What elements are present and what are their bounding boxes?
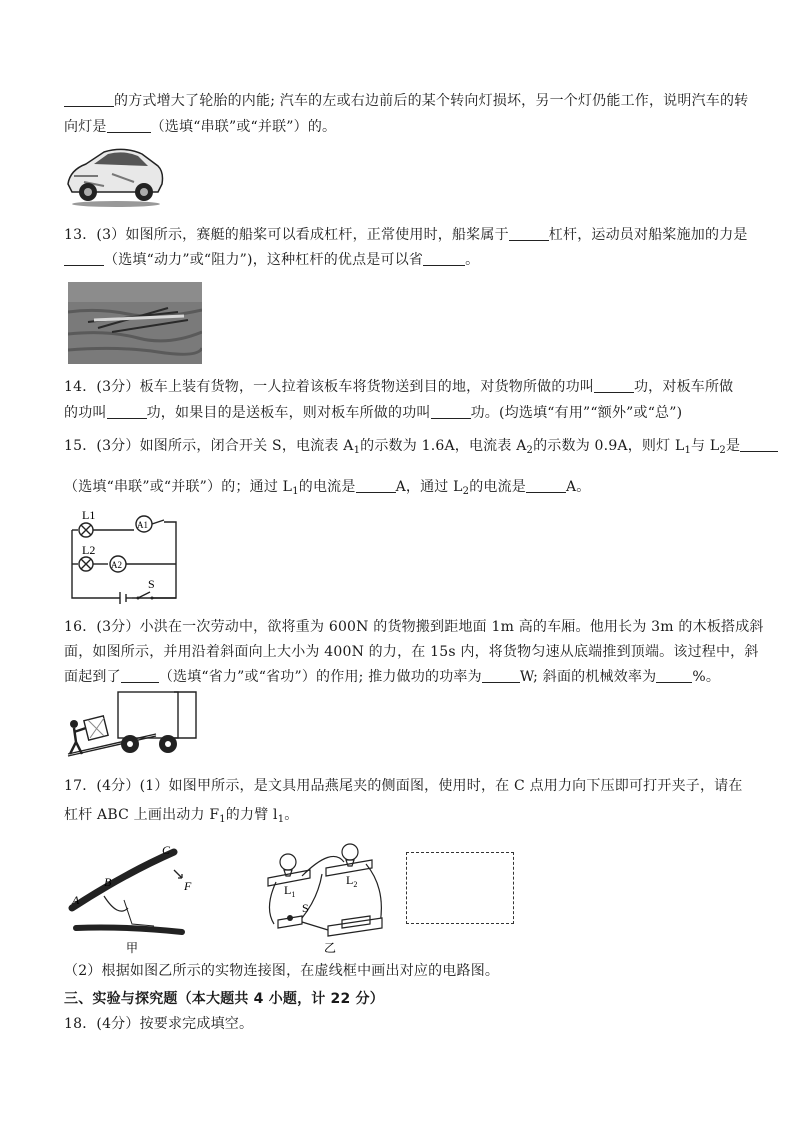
parallel-circuit-diagram bbox=[64, 510, 184, 606]
point-b-label: B bbox=[104, 875, 112, 889]
rowing-photo bbox=[68, 282, 202, 364]
lamp-l1-label: L1 bbox=[82, 510, 96, 522]
force-f1-label: F bbox=[184, 879, 192, 893]
real-circuit-figure bbox=[262, 838, 392, 958]
ammeter-a1-label: A1 bbox=[137, 520, 148, 530]
figure-jia-caption: 甲 bbox=[126, 941, 139, 955]
answer-blank[interactable] bbox=[423, 251, 465, 266]
answer-blank[interactable] bbox=[64, 92, 114, 107]
q12-line-2: 向灯是 （选填“串联”或“并联”）的。 bbox=[64, 119, 337, 135]
answer-blank[interactable] bbox=[740, 437, 778, 452]
ramp-truck-sketch bbox=[64, 688, 198, 760]
ammeter-a2-label: A2 bbox=[111, 560, 122, 570]
lamp-l1-label: $L_1$ bbox=[284, 883, 296, 899]
car-photo bbox=[64, 140, 166, 208]
q14-line-1: 14．(3分）板车上装有货物，一人拉着该板车将货物送到目的地，对货物所做的功叫 功，对板车所做 bbox=[64, 379, 734, 395]
q17-line-1: 17．(4分）(1）如图甲所示，是文具用品燕尾夹的侧面图，使用时，在 C 点用力向下压即可打开夹子，请在 bbox=[64, 778, 743, 794]
answer-blank[interactable] bbox=[64, 251, 104, 266]
answer-blank[interactable] bbox=[509, 226, 549, 241]
section-3-heading: 三、实验与探究题（本大题共 4 小题，计 22 分） bbox=[64, 991, 384, 1007]
switch-s-label: S bbox=[148, 577, 155, 591]
answer-blank[interactable] bbox=[594, 378, 634, 393]
q18-line: 18．(4分）按要求完成填空。 bbox=[64, 1016, 254, 1032]
answer-blank[interactable] bbox=[356, 478, 396, 493]
q15-line-1: 15．(3分）如图所示，闭合开关 S，电流表 $A_1$的示数为 1.6A，电流表 $A_2$的示数为 0.9A，则灯 $L_1$与 $L_2$是 bbox=[64, 437, 778, 460]
answer-blank[interactable] bbox=[107, 404, 147, 419]
circuit-answer-box[interactable] bbox=[406, 852, 514, 924]
q12-line-1: 的方式增大了轮胎的内能; 汽车的左或右边前后的某个转向灯损坏，另一个灯仍能工作，说明汽车的转 bbox=[64, 92, 748, 110]
answer-blank[interactable] bbox=[121, 668, 159, 683]
answer-blank[interactable] bbox=[431, 404, 471, 419]
q16-line-1: 16．(3分）小洪在一次劳动中，欲将重为 600N 的货物搬到距地面 1m 高的车厢。他用长为 3m 的木板搭成斜 bbox=[64, 619, 764, 635]
lamp-l2-label: $L_2$ bbox=[346, 873, 358, 889]
q17-part2: （2）根据如图乙所示的实物连接图，在虚线框中画出对应的电路图。 bbox=[64, 963, 500, 979]
figure-yi-caption: 乙 bbox=[324, 941, 337, 955]
answer-blank[interactable] bbox=[107, 118, 151, 133]
q17-line-2: 杠杆 ABC 上画出动力 $F_1$的力臂 $l_1$。 bbox=[64, 807, 299, 825]
point-c-label: C bbox=[162, 843, 171, 857]
q14-line-2: 的功叫 功，如果目的是送板车，则对板车所做的功叫 功。(均选填“有用”“额外”或“总”) bbox=[64, 405, 683, 421]
q13-line-1: 13．(3）如图所示，赛艇的船桨可以看成杠杆，正常使用时，船桨属于 杠杆，运动员对船桨施加的力是 bbox=[64, 227, 748, 243]
answer-blank[interactable] bbox=[482, 668, 520, 683]
q16-line-3: 面起到了 （选填“省力”或“省功”）的作用; 推力做功的功率为 W; 斜面的机械效率为 %。 bbox=[64, 669, 721, 685]
switch-s-label: S bbox=[302, 901, 309, 915]
q16-line-2: 面，如图所示，并用沿着斜面向上大小为 400N 的力，在 15s 内，将货物匀速从底端推到顶端。该过程中，斜 bbox=[64, 644, 759, 660]
answer-blank[interactable] bbox=[656, 668, 692, 683]
binder-clip-figure bbox=[64, 838, 200, 956]
answer-blank[interactable] bbox=[526, 478, 566, 493]
q13-line-2: （选填“动力”或“阻力”)，这种杠杆的优点是可以省 。 bbox=[64, 251, 479, 269]
lamp-l2-label: L2 bbox=[82, 543, 96, 557]
point-a-label: A bbox=[72, 893, 80, 907]
q15-line-2: （选填“串联”或“并联”）的；通过 $L_1$的电流是 A，通过 $L_2$的电流是 A。 bbox=[64, 479, 591, 497]
